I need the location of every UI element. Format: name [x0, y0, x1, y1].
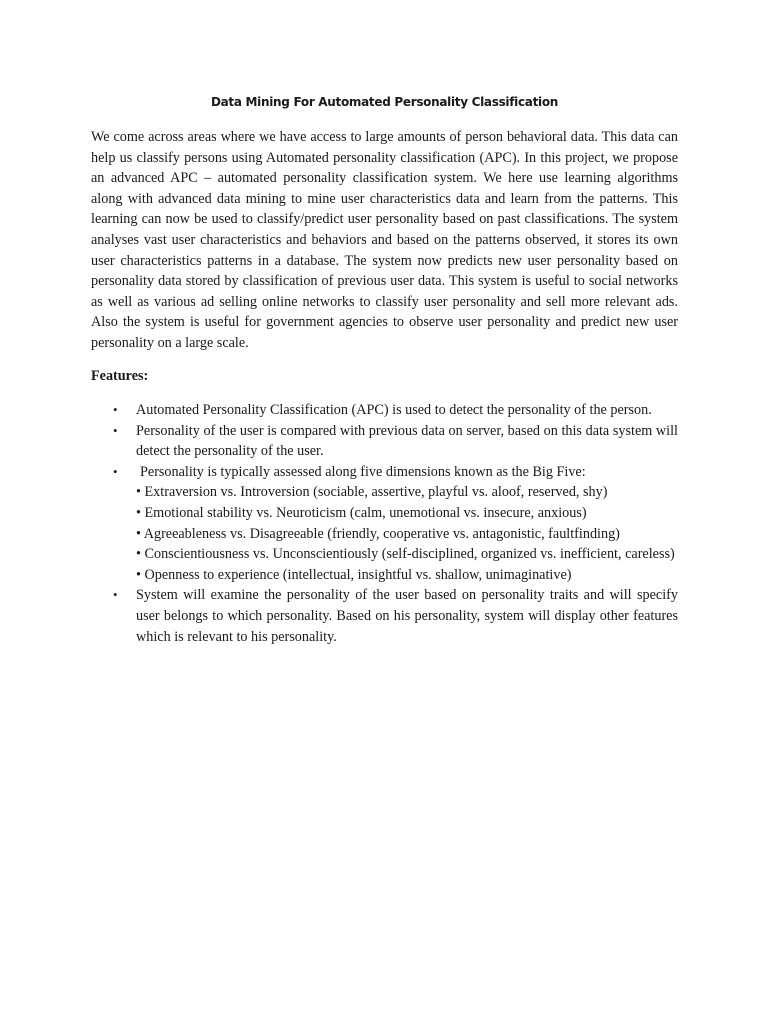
- feature-item-compare: [91, 421, 678, 462]
- bullet-icon: •: [113, 463, 118, 479]
- features-heading: Features:: [91, 368, 149, 384]
- document-title: Data Mining For Automated Personality Classification: [210, 95, 559, 109]
- feature-text: System will examine the personality of the user based on personality traits and will specify user belongs to which personality. Based on his personality, system will display other features which is relevant to his personality.: [136, 587, 678, 645]
- bullet-icon: •: [113, 422, 118, 438]
- intro-paragraph: We come across areas where we have access to large amounts of person behavioral data. This data can help us classify persons using Automated personality classification (APC). In this project, we propose an advanced APC – automated personality classification system. We here use learning algorithms along with advanced data mining to mine user characteristics data and learn from the patterns. This learning can now be used to classify/predict user personality based on past classifications. The system analyses vast user characteristics and behaviors and based on the patterns observed, it stores its own user characteristics patterns in a database. The system now predicts new user personality based on personality data stored by classification of previous user data. This system is useful to social networks as well as various ad selling online networks to classify user personality and sell more relevant ads. Also the system is useful for government agencies to observe user personality and predict new user personality on a large scale.: [91, 129, 678, 351]
- feature-list: [91, 400, 678, 647]
- bullet-icon: •: [113, 587, 118, 603]
- big-five-dimension-extraversion: • Extraversion vs. Introversion (sociable, assertive, playful vs. aloof, reserved, shy): [136, 484, 608, 501]
- feature-text: Automated Personality Classification (APC) is used to detect the personality of the person.: [136, 402, 652, 418]
- feature-item-big-five: [91, 462, 678, 586]
- big-five-lead: Personality is typically assessed along five dimensions known as the Big Five:: [140, 463, 586, 480]
- big-five-dimension-agreeableness: • Agreeableness vs. Disagreeable (friendly, cooperative vs. antagonistic, faultfinding): [136, 525, 620, 542]
- big-five-dimension-emotional-stability: • Emotional stability vs. Neuroticism (calm, unemotional vs. insecure, anxious): [136, 504, 587, 521]
- feature-item-examine: [91, 585, 678, 647]
- feature-text: Personality of the user is compared with previous data on server, based on this data system will detect the personality of the user.: [136, 422, 678, 460]
- feature-item-apc: [91, 400, 678, 421]
- big-five-dimension-openness: • Openness to experience (intellectual, insightful vs. shallow, unimaginative): [136, 566, 572, 583]
- bullet-icon: •: [113, 402, 118, 417]
- big-five-dimension-conscientiousness: • Conscientiousness vs. Unconscientiously (self-disciplined, organized vs. inefficient, careless): [136, 546, 675, 563]
